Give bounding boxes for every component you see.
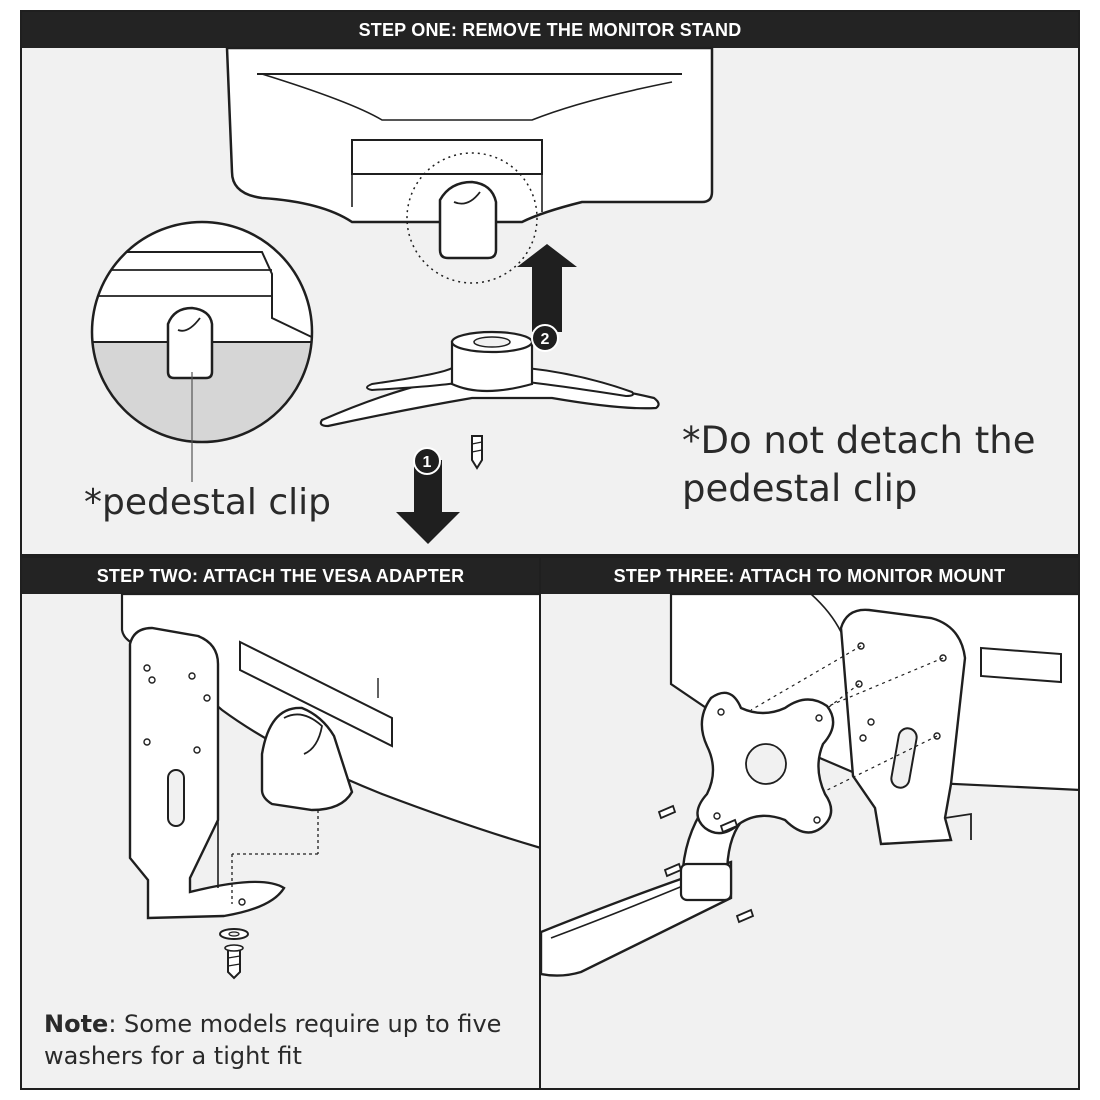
- washer-note: [44, 1008, 514, 1072]
- step-three-illustration: [541, 558, 1080, 1090]
- vesa-adapter-plate: [841, 610, 971, 844]
- pedestal-clip-detail: [82, 222, 322, 482]
- mount-plate: [697, 693, 833, 833]
- note-text: : Some models require up to five washers for a tight fit: [44, 1010, 502, 1070]
- washer-and-screw: [220, 929, 248, 978]
- step-one-header: STEP ONE: REMOVE THE MONITOR STAND: [22, 12, 1078, 48]
- pedestal-clip-label: *pedestal clip: [84, 482, 332, 523]
- do-not-detach-note: *Do not detach the pedestal clip: [682, 419, 1036, 510]
- note-label: Note: [44, 1010, 109, 1038]
- step-two-header: STEP TWO: ATTACH THE VESA ADAPTER: [22, 558, 539, 594]
- step-badge-2: [532, 325, 558, 351]
- svg-text:1: 1: [422, 454, 432, 471]
- step-two-panel: [20, 556, 541, 1090]
- step-one-panel: [20, 10, 1080, 556]
- step-three-header: STEP THREE: ATTACH TO MONITOR MOUNT: [541, 558, 1078, 594]
- step-three-panel: [539, 556, 1080, 1090]
- monitor-stand-base: [321, 332, 659, 468]
- step-badge-1: [414, 448, 440, 474]
- arrow-up-icon: [517, 244, 577, 332]
- svg-text:2: 2: [540, 331, 550, 348]
